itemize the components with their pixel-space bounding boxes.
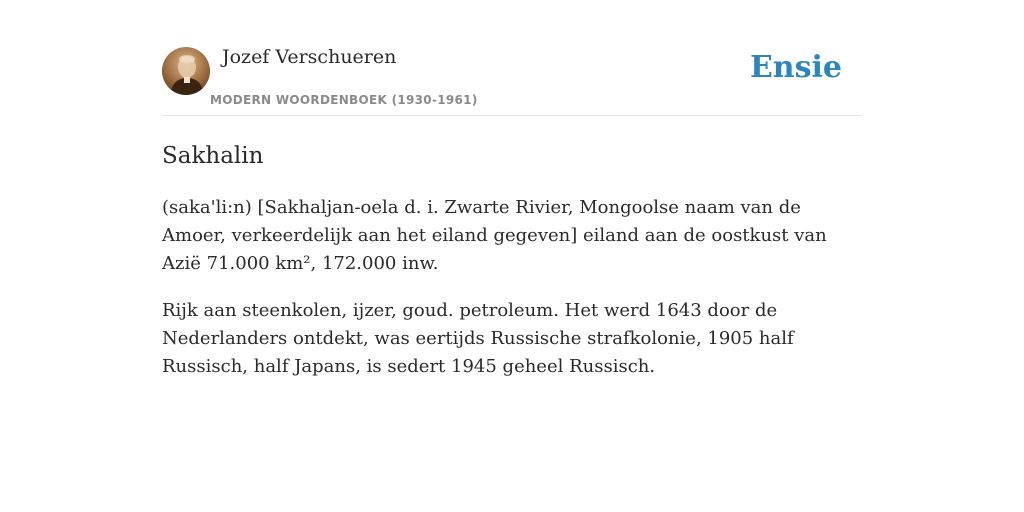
portrait-icon [162, 47, 210, 95]
entry-title: Sakhalin [162, 143, 264, 169]
author-avatar[interactable] [162, 47, 210, 95]
entry-header [162, 0, 862, 116]
entry-paragraph: Rijk aan steenkolen, ijzer, goud. petroleum. Het werd 1643 door de Nederlanders ontdekt, was eertijds Russische strafkolonie, 1905 half Russisch, half Japans, is sedert 1945 geheel Russisch. [162, 300, 794, 377]
source-name[interactable]: MODERN WOORDENBOEK (1930-1961) [210, 93, 478, 107]
entry-card [162, 0, 862, 381]
brand-logo[interactable]: Ensie [749, 50, 842, 85]
entry-paragraph: (saka'li:n) [Sakhaljan-oela d. i. Zwarte Rivier, Mongoolse naam van de Amoer, verkeerdelijk aan het eiland gegeven] eiland aan de oostkust van Azië 71.000 km², 172.000 inw. [162, 197, 827, 274]
author-name[interactable]: Jozef Verschueren [222, 46, 397, 68]
